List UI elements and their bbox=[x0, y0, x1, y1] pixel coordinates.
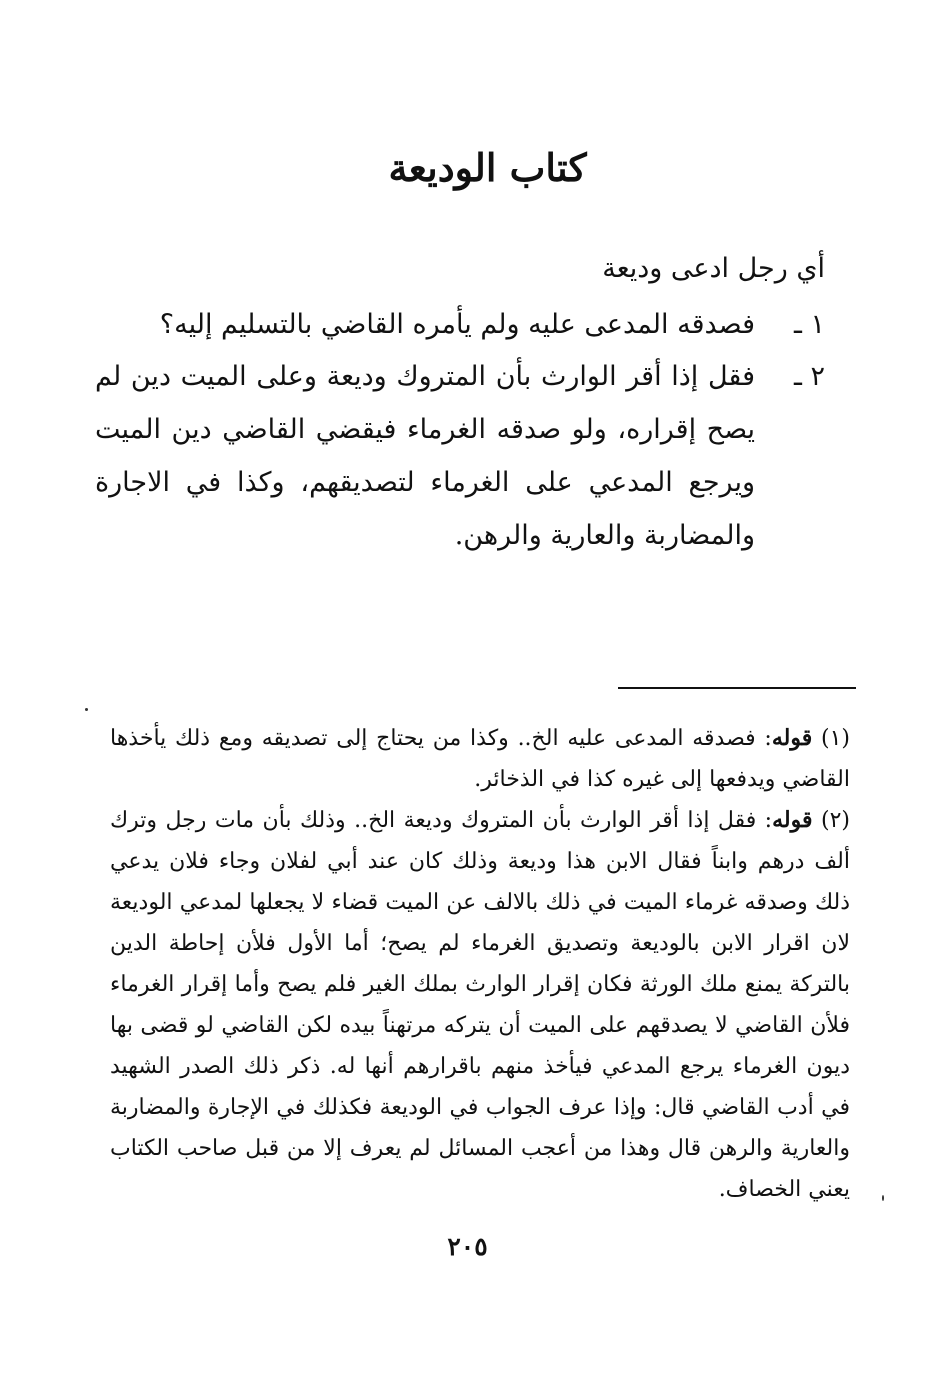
page-number: ٢٠٥ bbox=[447, 1232, 488, 1261]
list-item bbox=[95, 350, 825, 562]
chapter-title: كتاب الوديعة bbox=[388, 145, 587, 190]
footnote-divider bbox=[618, 687, 856, 689]
item-number: ٢ ـ bbox=[793, 361, 825, 392]
footnote-marker: (١) bbox=[821, 726, 851, 751]
scan-speck bbox=[882, 1195, 884, 1201]
numbered-item-2 bbox=[95, 350, 825, 562]
footnote-keyword: قوله bbox=[771, 725, 813, 751]
list-item bbox=[95, 298, 825, 351]
footnote-2 bbox=[110, 800, 850, 1210]
footnotes bbox=[110, 718, 850, 1210]
numbered-item-1 bbox=[95, 298, 825, 351]
footnote-text: : فصدقه المدعى عليه الخ.. وكذا من يحتاج إلى تصديقه ومع ذلك يأخذها القاضي ويدفعها إلى غيره كذا في الذخائر. bbox=[110, 726, 850, 792]
item-text: فصدقه المدعى عليه ولم يأمره القاضي بالتسليم إليه؟ bbox=[159, 309, 755, 340]
footnote-1 bbox=[110, 718, 850, 800]
footnote-text: : فقل إذا أقر الوارث بأن المتروك وديعة الخ.. وذلك بأن مات رجل وترك ألف درهم وابناً فقال الابن هذا وديعة وذلك كان عند أبي لفلان وجاء فلان يدعي ذلك وصدقه غرماء الميت في ذلك بالالف عن الميت قضاء لا يجعلها لمدعي الوديعة لان اقرار الابن بالوديعة وتصديق الغرماء لم يصح؛ أما الأول فلأن إحاطة الدين بالتركة يمنع ملك الورثة فكان إقرار الوارث بملك الغير فلم يصح وأما إقرار الغرماء فلأن القاضي لا يصدقهم على الميت أن يتركه مرتهناً بيده لكن القاضي لو قضى بها ديون الغرماء يرجع المدعي فيأخذ منهم باقرارهم أنها له. ذكر ذلك الصدر الشهيد في أدب القاضي قال: وإذا عرف الجواب في الوديعة فكذلك في الإجارة والمضاربة والعارية والرهن قال وهذا من أعجب المسائل لم يعرف إلا من قبل صاحب الكتاب يعني الخصاف. bbox=[110, 808, 850, 1202]
intro-line: أي رجل ادعى وديعة bbox=[602, 253, 825, 284]
scan-speck bbox=[85, 708, 88, 711]
footnote-keyword: قوله bbox=[772, 807, 813, 833]
item-text: فقل إذا أقر الوارث بأن المتروك وديعة وعلى الميت دين لم يصح إقراره، ولو صدقه الغرماء فيقضي القاضي دين الميت ويرجع المدعي على الغرماء لتصديقهم، وكذا في الاجارة والمضاربة والعارية والرهن. bbox=[95, 361, 755, 551]
footnote-marker: (٢) bbox=[820, 808, 850, 833]
item-number: ١ ـ bbox=[793, 309, 825, 340]
